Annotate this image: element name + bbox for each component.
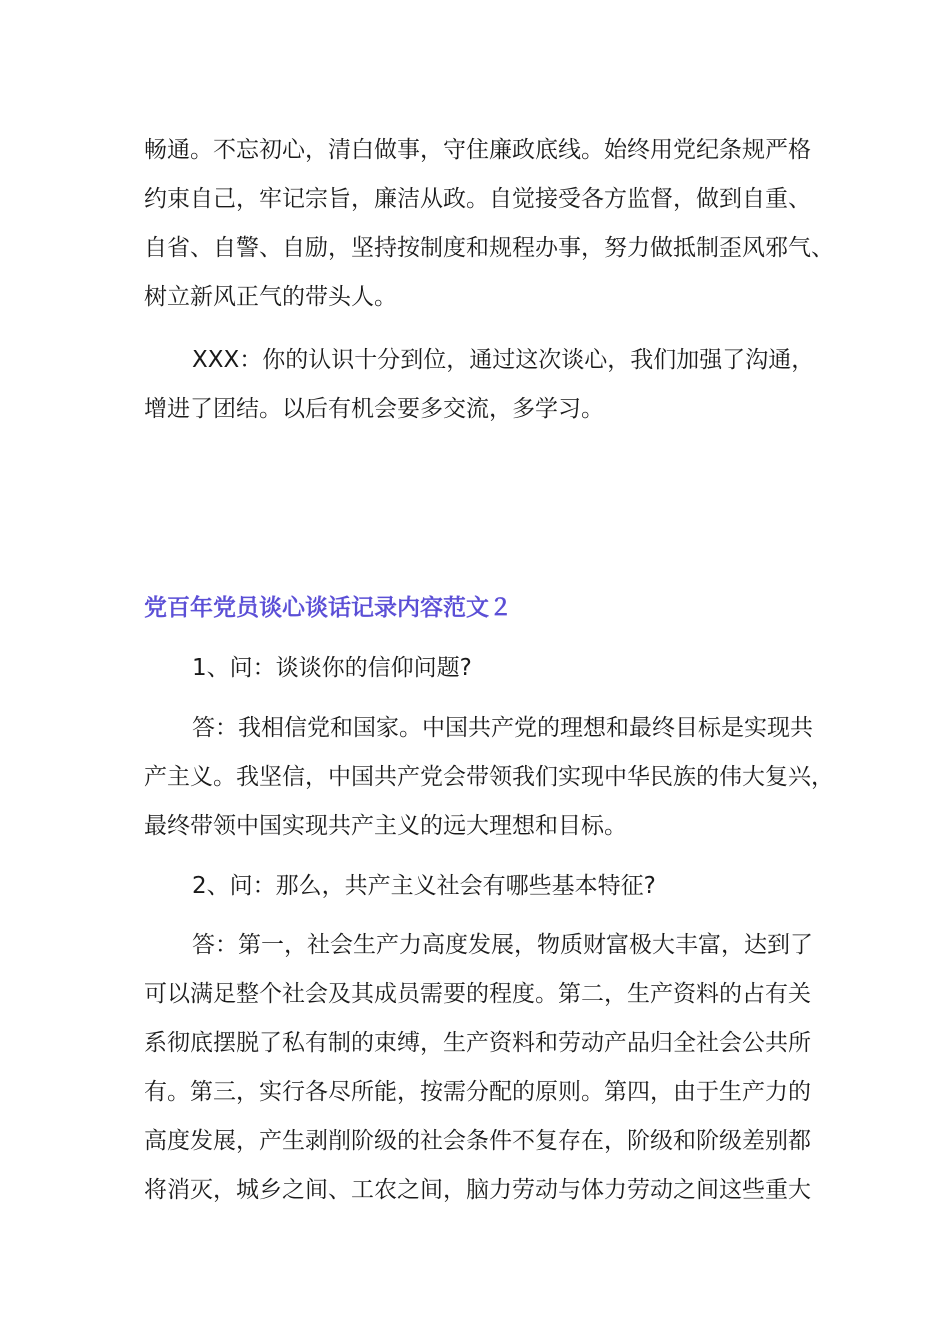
question-1 — [144, 644, 824, 693]
text-line: 高度发展，产生剥削阶级的社会条件不复存在，阶级和阶级差别都 — [144, 1128, 811, 1154]
text-line: 答：第一，社会生产力高度发展，物质财富极大丰富，达到了 — [192, 932, 813, 958]
answer-2 — [144, 921, 824, 1215]
text-line: 2、问：那么，共产主义社会有哪些基本特征? — [192, 873, 656, 899]
text-line: 1、问：谈谈你的信仰问题? — [192, 655, 472, 681]
text-line: 约束自己，牢记宗旨，廉洁从政。自觉接受各方监督，做到自重、 — [144, 186, 811, 212]
text-line: 增进了团结。以后有机会要多交流，多学习。 — [144, 396, 604, 422]
text-line: 将消灭，城乡之间、工农之间，脑力劳动与体力劳动之间这些重大 — [144, 1177, 811, 1203]
text-line: 自省、自警、自励，坚持按制度和规程办事，努力做抵制歪风邪气、 — [144, 235, 834, 261]
text-line: 最终带领中国实现共产主义的远大理想和目标。 — [144, 813, 627, 839]
paragraph-2 — [144, 336, 824, 434]
text-line: 树立新风正气的带头人。 — [144, 284, 397, 310]
text-line: 畅通。不忘初心，清白做事，守住廉政底线。始终用党纪条规严格 — [144, 137, 811, 163]
text-line: 产主义。我坚信，中国共产党会带领我们实现中华民族的伟大复兴， — [144, 764, 834, 790]
text-line: 可以满足整个社会及其成员需要的程度。第二，生产资料的占有关 — [144, 981, 811, 1007]
question-2 — [144, 862, 824, 911]
answer-1 — [144, 704, 834, 851]
paragraph-1 — [144, 126, 834, 322]
section-heading: 党百年党员谈心谈话记录内容范文２ — [144, 595, 512, 621]
text-line: XXX：你的认识十分到位，通过这次谈心，我们加强了沟通， — [192, 347, 815, 373]
text-line: 有。第三，实行各尽所能，按需分配的原则。第四，由于生产力的 — [144, 1079, 811, 1105]
text-line: 答：我相信党和国家。中国共产党的理想和最终目标是实现共 — [192, 715, 813, 741]
text-line: 系彻底摆脱了私有制的束缚，生产资料和劳动产品归全社会公共所 — [144, 1030, 811, 1056]
